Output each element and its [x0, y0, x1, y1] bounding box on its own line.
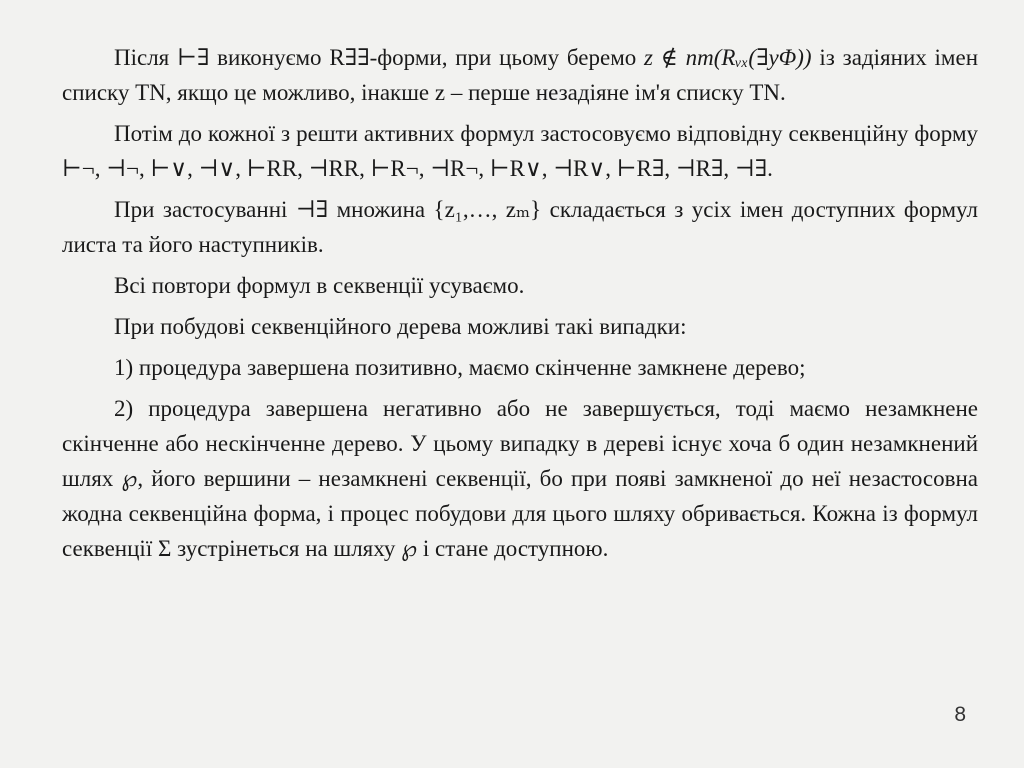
slide-body [62, 40, 978, 572]
paragraph-case-1: 1) процедура завершена позитивно, маємо скінченне замкнене дерево; [114, 355, 806, 380]
paragraph-after-exists-rule [62, 40, 978, 110]
paragraph-case-2: 2) процедура завершена негативно або не завершується, тоді маємо незамкнене скінченне або нескінченне дерево. У цьому випадку в дереві існує хоча б один незамкнений шлях ℘, його вершини – незамкнені секвенції, бо при появі замкненої до неї незастосовна жодна секвенційна форма, і процес побудови для цього шляху обривається. Кожна із формул секвенції Σ зустрінеться на шляху ℘ і стане доступною. [62, 396, 978, 561]
paragraph-cases-intro: При побудові секвенційного дерева можливі такі випадки: [114, 314, 687, 339]
paragraph-1-text-after: із задіяних імен списку TN, якщо це можливо, інакше z – перше незадіяне ім'я списку TN. [62, 45, 979, 105]
paragraph-remove-duplicates: Всі повтори формул в секвенції усуваємо. [114, 273, 525, 298]
paragraph-sequent-forms: Потім до кожної з решти активних формул застосовуємо відповідну секвенційну форму ⊢¬, ⊣¬, ⊢∨, ⊣∨, ⊢RR, ⊣RR, ⊢R¬, ⊣R¬, ⊢R∨, ⊣R∨, ⊢R∃, ⊣R∃, ⊣∃. [62, 121, 978, 181]
paragraph-1-text-before: Після ⊢∃ виконуємо R∃∃-форми, при цьому беремо [114, 45, 645, 70]
paragraph-applying-exists: При застосуванні ⊣∃ множина {z₁,…, zₘ} складається з усіх імен доступних формул листа та його наступників. [62, 197, 978, 257]
formula-z-not-in-nm: z ∉ nm(Rᵥₓ(∃yΦ)) [644, 45, 812, 70]
page-number: 8 [954, 703, 966, 726]
